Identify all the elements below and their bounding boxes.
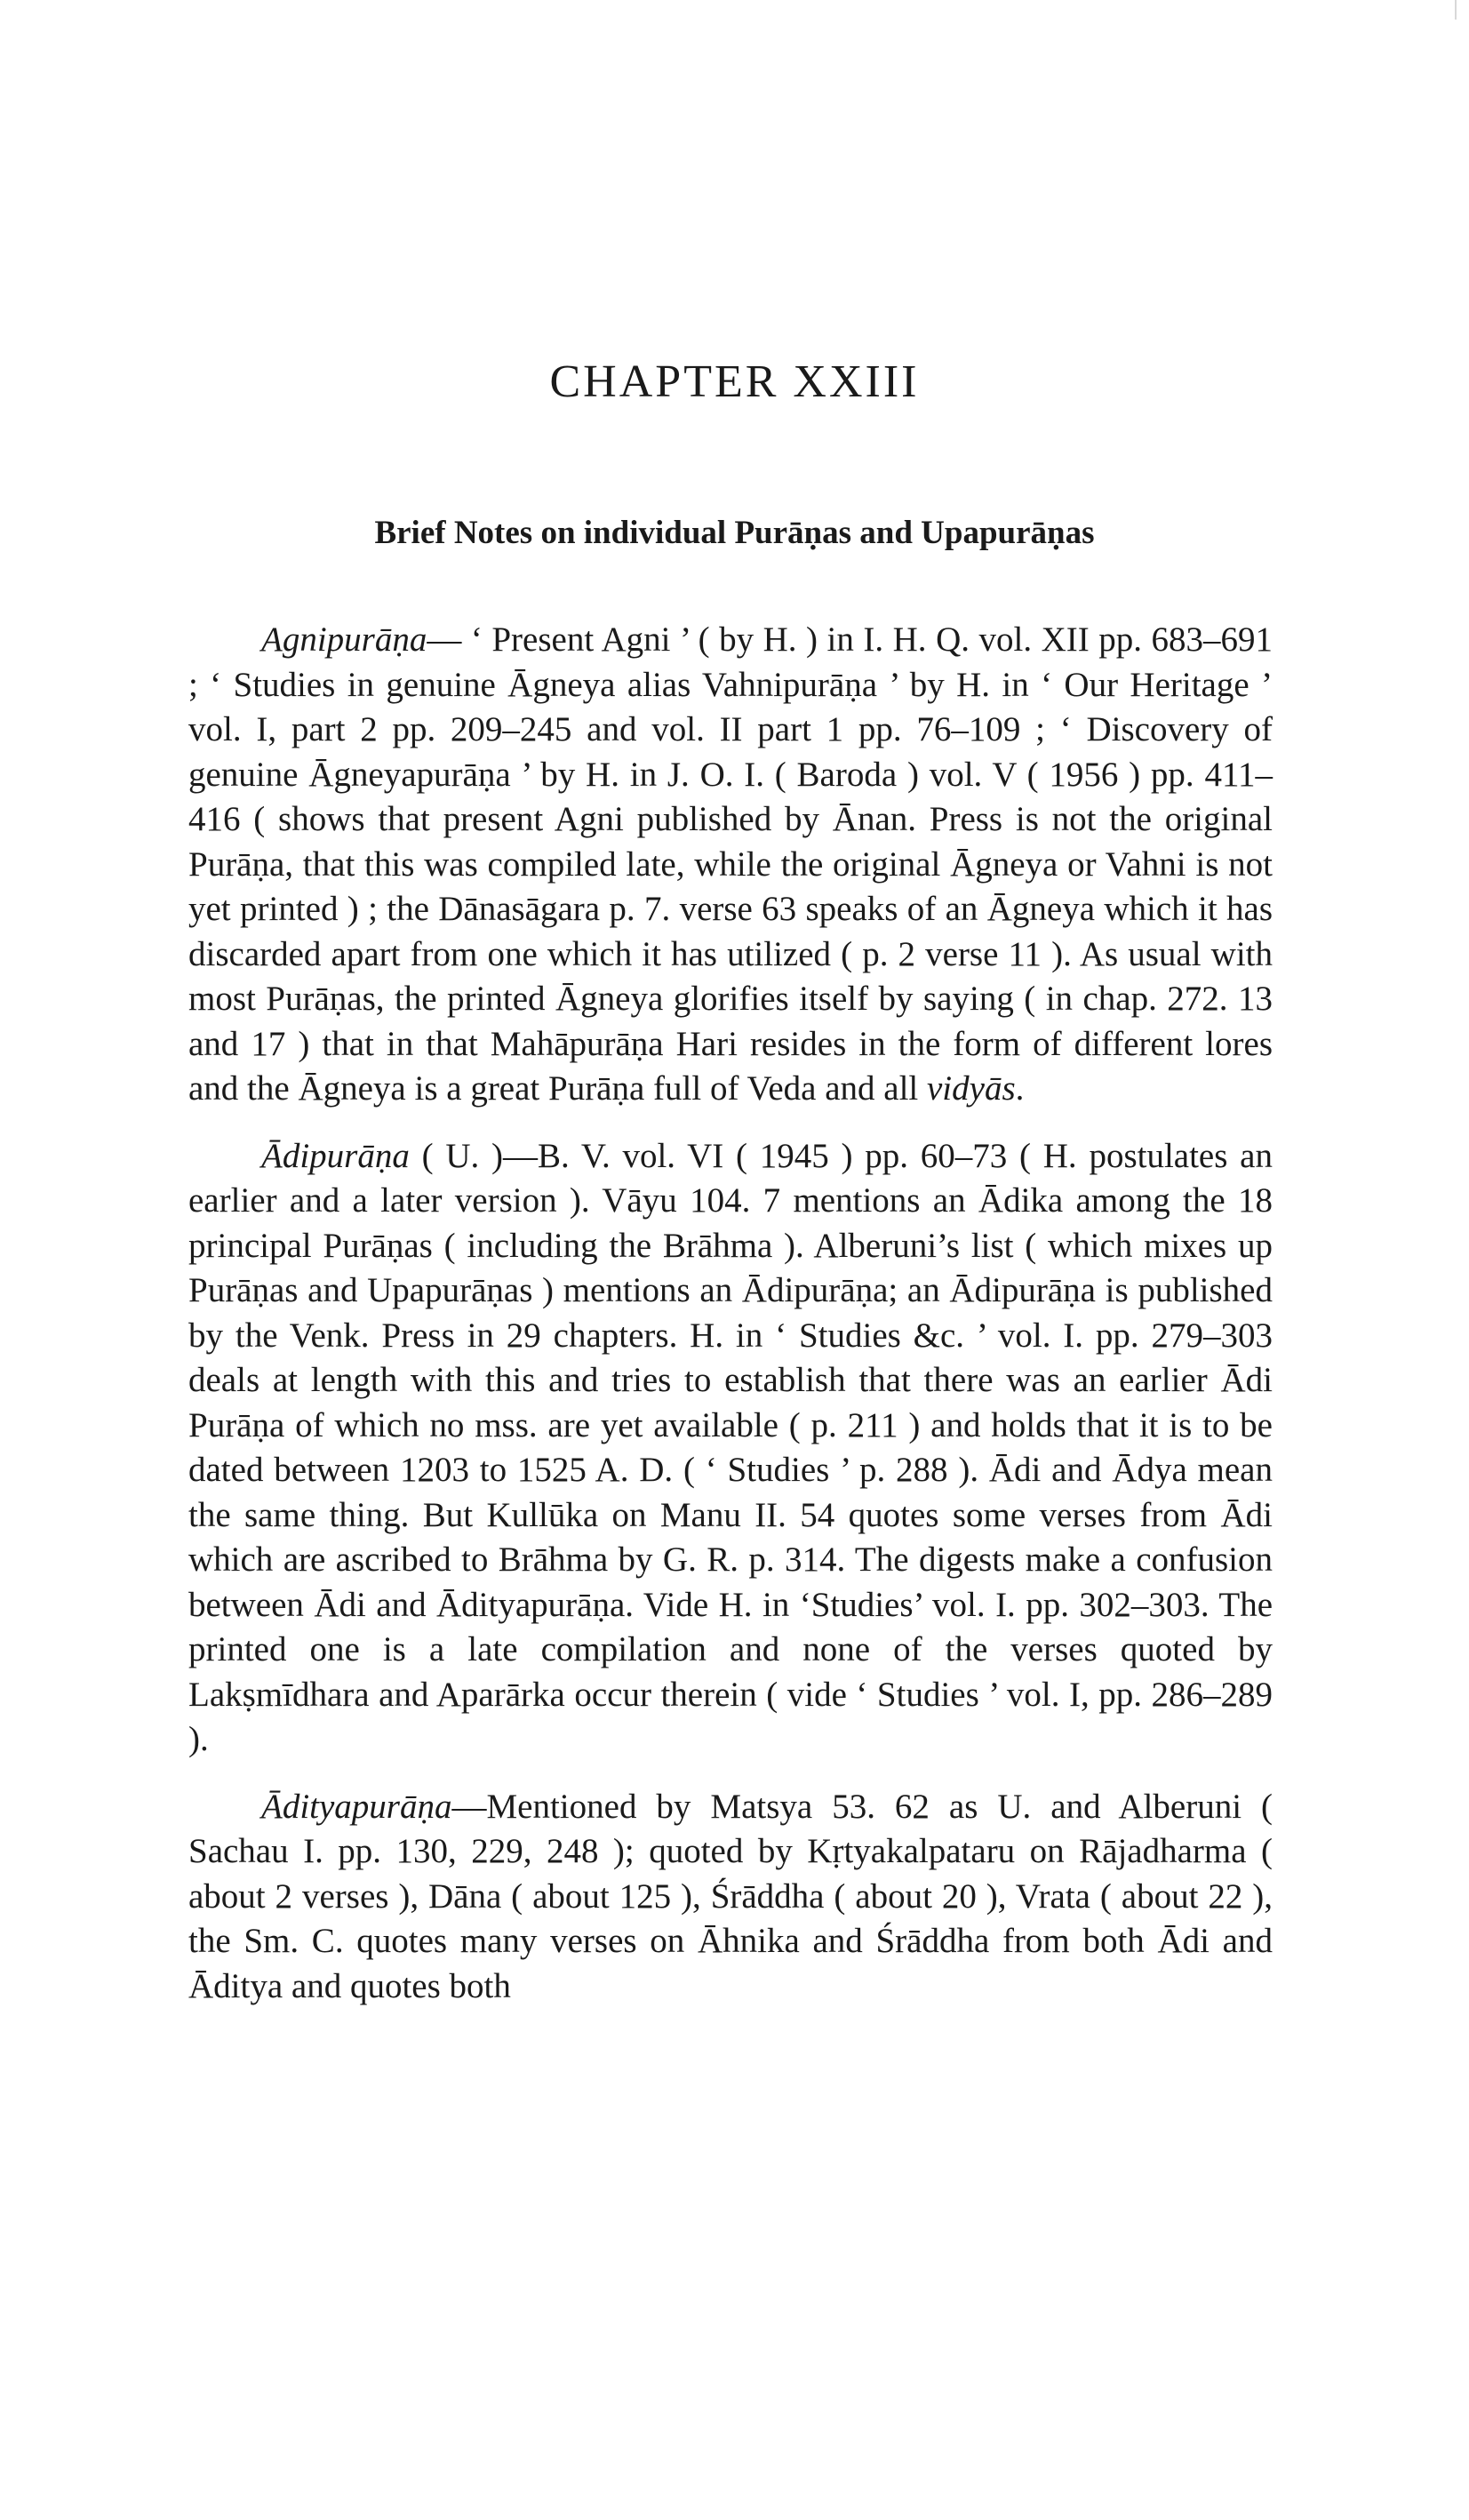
entry-tail-italic: vidyās <box>927 1069 1016 1108</box>
entry-body: — ‘ Present Agni ’ ( by H. ) in I. H. Q. vol. XII pp. 683–691 ; ‘ Studies in genuine Āgneya alias Vahnipurāṇa ’ by H. in ‘ Our Heritage ’ vol. I, part 2 pp. 209–245 and vol. II part 1 pp. 76–109 ; ‘ Discovery of genuine Āgneyapurāṇa ’ by H. in J. O. I. ( Baroda ) vol. V ( 1956 ) pp. 411–416 ( shows that present Agni published by Ānan. Press is not the original Purāṇa, that this was compiled late, while the original Āgneya or Vahni is not yet printed ) ; the Dānasāgara p. 7. verse 63 speaks of an Āgneya which it has discarded apart from one which it has utilized ( p. 2 verse 11 ). As usual with most Purāṇas, the printed Āgneya glorifies itself by saying ( in chap. 272. 13 and 17 ) that in that Mahāpurāṇa Hari resides in the form of different lores and the Āgneya is a great Purāṇa full of Veda and all <box>188 620 1273 1108</box>
page-edge-mark <box>1455 0 1457 20</box>
body-text <box>188 618 1273 2031</box>
section-title: Brief Notes on individual Purāṇas and Upapurāṇas <box>374 515 1095 551</box>
entry-adipurana <box>188 1134 1273 1763</box>
entry-agnipurana <box>188 618 1273 1112</box>
entry-body: —Mentioned by Matsya 53. 62 as U. and Alberuni ( Sachau I. pp. 130, 229, 248 ); quoted by Kṛtyakalpataru on Rājadharma ( about 2 verses ), Dāna ( about 125 ), Śrāddha ( about 20 ), Vrata ( about 22 ), the Sm. C. quotes many verses on Āhnika and Śrāddha from both Ādi and Āditya and quotes both <box>188 1787 1273 2005</box>
entry-head: Agnipurāṇa <box>261 620 427 659</box>
entry-head: Ādityapurāṇa <box>261 1787 452 1826</box>
entry-adityapurana <box>188 1785 1273 2010</box>
entry-body: ( U. )—B. V. vol. VI ( 1945 ) pp. 60–73 ( H. postulates an earlier and a later version ). Vāyu 104. 7 mentions an Ādika among the 18 principal Purāṇas ( including the Brāhma ). Alberuni’s list ( which mixes up Purāṇas and Upapurāṇas ) mentions an Ādipurāṇa; an Ādipurāṇa is published by the Venk. Press in 29 chapters. H. in ‘ Studies &c. ’ vol. I. pp. 279–303 deals at length with this and tries to establish that there was an earlier Ādi Purāṇa of which no mss. are yet available ( p. 211 ) and holds that it is to be dated between 1203 to 1525 A. D. ( ‘ Studies ’ p. 288 ). Ādi and Ādya mean the same thing. But Kullūka on Manu II. 54 quotes some verses from Ādi which are ascribed to Brāhma by G. R. p. 314. The digests make a confusion between Ādi and Ādityapurāṇa. Vide H. in ‘Studies’ vol. I. pp. 302–303. The printed one is a late compilation and none of the verses quoted by Lakṣmīdhara and Aparārka occur therein ( vide ‘ Studies ’ vol. I, pp. 286–289 ). <box>188 1136 1273 1758</box>
chapter-heading: CHAPTER XXIII <box>549 356 920 407</box>
entry-head: Ādipurāṇa <box>261 1136 410 1175</box>
entry-tail-end: . <box>1015 1069 1025 1108</box>
